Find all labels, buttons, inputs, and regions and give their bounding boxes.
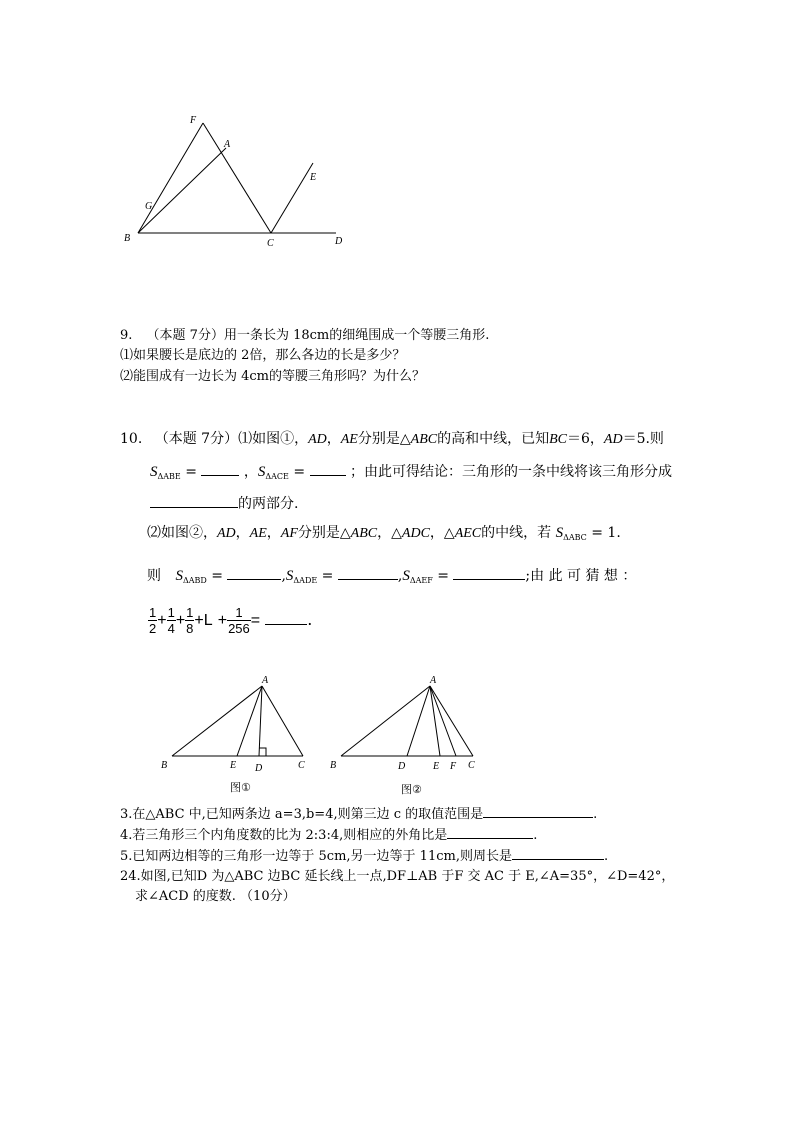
q9-number: 9. — [120, 328, 133, 343]
q24-line1: 24.如图,已知D 为△ABC 边BC 延长线上一点,DF⊥AB 于F 交 AC 于 E,∠A=35°，∠D=42°， — [120, 869, 675, 884]
q10-fraction-sum: $\frac{1}{2}$ + $\frac{1}{4}$ + $\frac{1}{8}$ +L + $\frac{1}{256}$ = . — [149, 605, 313, 636]
label-E: E — [310, 172, 317, 183]
q4-line: 4.若三角形三个内角度数的比为 2:3:4,则相应的外角比是 . — [120, 828, 538, 843]
q9-part1: ⑴如果腰长是底边的 2倍，那么各边的长是多少？ — [120, 348, 406, 363]
q10-line3: 的两部分. — [150, 494, 298, 513]
fig1-label-E: E — [230, 760, 237, 771]
fraction-1-8: $\frac{1}{8}$ — [186, 605, 194, 636]
answer-blank-q4[interactable] — [447, 827, 533, 839]
fig2-label-F: F — [450, 761, 457, 772]
fig1-caption: 图① — [230, 781, 251, 794]
fraction-1-2: $\frac{1}{2}$ — [149, 605, 157, 636]
q10-part2-line: ⑵如图②，AD，AE，AF分别是△ABC，△ADC，△AEC的中线，若 $S_{\Delta ABC} = 1$. — [147, 525, 621, 542]
q24-line2: 求∠ACD 的度数. （10分） — [135, 889, 296, 904]
label-A: A — [224, 139, 231, 150]
answer-blank-q3[interactable] — [483, 806, 593, 818]
fig1-label-A: A — [262, 675, 269, 686]
label-F: F — [190, 115, 197, 126]
fraction-1-4: $\frac{1}{4}$ — [167, 605, 175, 636]
q10-number: 10. — [120, 431, 143, 447]
answer-blank-q5[interactable] — [512, 848, 604, 860]
label-G: G — [145, 201, 153, 212]
q3-line: 3.在△ABC 中,已知两条边 a=3,b=4,则第三边 c 的取值范围是 . — [120, 807, 598, 822]
label-B: B — [124, 233, 131, 244]
label-D: D — [335, 236, 343, 247]
q10-line1: 10. （本题 7分）⑴如图①，AD，AE分别是△ABC的高和中线，已知BC＝6，AD＝5.则 — [120, 431, 664, 447]
fig2-label-E: E — [433, 761, 440, 772]
q9-title-text: （本题 7分）用一条长为 18cm的细绳围成一个等腰三角形. — [146, 328, 490, 343]
fig2-label-D: D — [398, 761, 406, 772]
q10-part2-blanks: 则 $S_{\Delta ABD} = ,S_{\Delta ADE} = ,S_{\Delta AEF}$ = ;由 此 可 猜 想 ： — [147, 568, 637, 585]
fig2-label-A: A — [430, 675, 437, 686]
fraction-1-256: $\frac{1}{256}$ — [228, 605, 250, 636]
fig1-label-C: C — [298, 760, 305, 771]
q10-line2: $S_{\Delta ABE}$ = ，$S_{\Delta ACE}$ = ；由此可得结论：三角形的一条中线将该三角形分成 — [150, 464, 672, 481]
fig1-label-B: B — [161, 760, 168, 771]
fig2-label-C: C — [468, 760, 475, 771]
label-C: C — [267, 238, 274, 249]
fig2-label-B: B — [330, 760, 337, 771]
q9-part2: ⑵能围成有一边长为 4cm的等腰三角形吗？为什么？ — [120, 369, 426, 384]
fig1-label-D: D — [255, 763, 263, 774]
q5-line: 5.已知两边相等的三角形一边等于 5cm,另一边等于 11cm,则周长是 . — [120, 849, 609, 864]
fig2-caption: 图② — [401, 783, 422, 796]
